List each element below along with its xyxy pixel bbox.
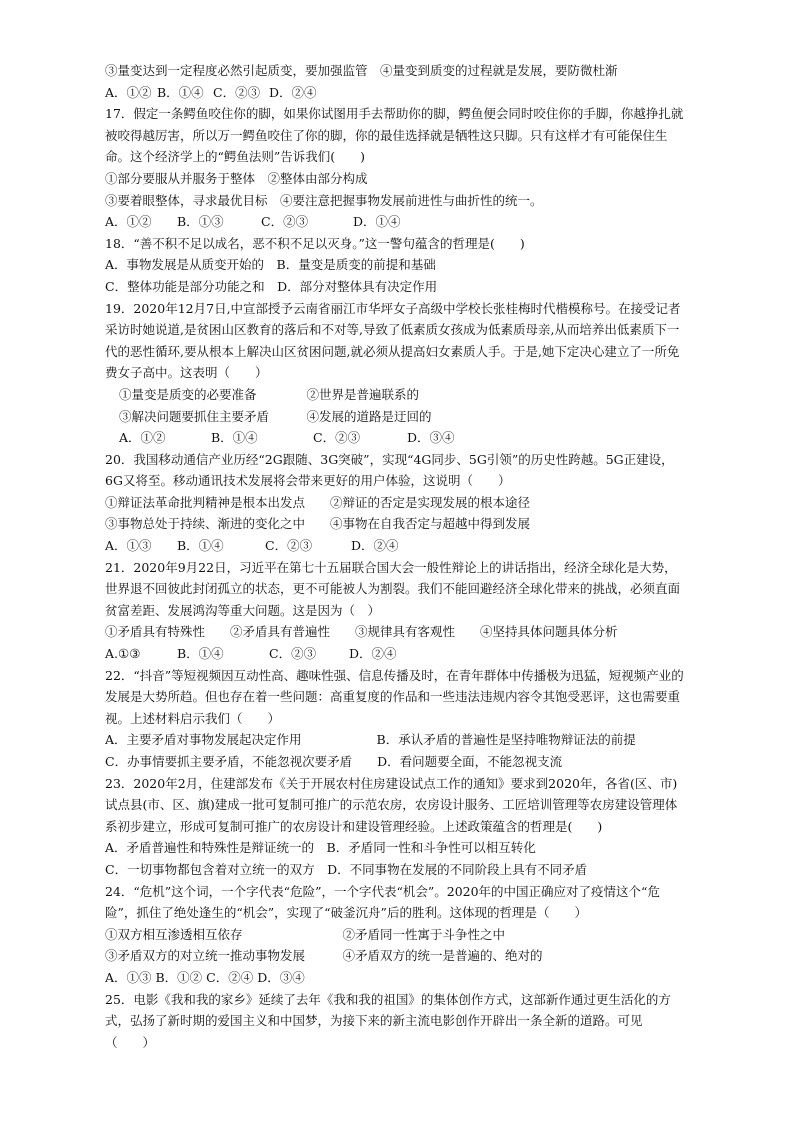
- choice: B．①④: [211, 430, 258, 446]
- q19-stem: 19．2020年12月7日,中宣部授予云南省丽江市华坪女子高级中学校长张桂梅时代楷模称号。在接受记者采访时她说道,是贫困山区教育的落后和不对等,导致了低素质女孩成为低素质母亲,从而培养出低素质下一代的恶性循环,要从根本上解决山区贫困问题,就必须从提高妇女素质人手。于是,她下定决心建立了一所免费女子高中。这表明（ ）: [105, 300, 681, 381]
- q24-option-line: ③矛盾双方的对立统一推动事物发展 ④矛盾双方的统一是普遍的、绝对的: [105, 948, 543, 964]
- choice: C．②③: [261, 214, 309, 230]
- q19-option-line: ③解决问题要抓住主要矛盾 ④发展的道路是迂回的: [119, 408, 432, 424]
- q21-choices: [105, 643, 684, 665]
- q25-stem: 25．电影《我和我的家乡》延续了去年《我和我的祖国》的集体创作方式，这部新作通过更生活化的方式，弘扬了新时期的爱国主义和中国梦，为接下来的新主流电影创作开辟出一条全新的道路。可见（ ）: [105, 991, 671, 1050]
- q19-option-line: ①量变是质变的必要准备 ②世界是普遍联系的: [119, 386, 420, 402]
- choice: A.①③: [105, 646, 141, 662]
- choice: C．②③: [269, 646, 317, 662]
- choice: A．①②: [105, 214, 152, 230]
- q17-choices: [105, 211, 684, 233]
- q24-choices: A．①③ B．①② C．②④ D．③④: [105, 969, 305, 985]
- q23-option-line: A．矛盾普遍性和特殊性是辩证统一的 B．矛盾同一性和斗争性可以相互转化: [105, 840, 536, 856]
- choice: A．①②: [105, 84, 152, 100]
- q22-option-line: C．办事情要抓主要矛盾，不能忽视次要矛盾 D．看问题要全面，不能忽视支流: [105, 754, 563, 769]
- q22-stem: 22．“抖音”等短视频因互动性高、趣味性强、信息传播及时，在青年群体中传播极为迅猛，短视频产业的发展是大势所趋。但也存在着一些问题：高重复度的作品和一些违法违规内容令其饱受恶评，这也需要重视。上述材料启示我们（ ）: [105, 667, 684, 726]
- choice: D．②④: [349, 646, 397, 662]
- q18-stem: 18．“善不积不足以成名，恶不积不足以灭身。”这一警句蕴含的哲理是( ): [105, 235, 525, 251]
- q20-stem: 20．我国移动通信产业历经“2G跟随、3G突破”，实现“4G同步、5G引领”的历史性跨越。5G正建设，6G又将至。移动通讯技术发展将会带来更好的用户体验，这说明（ ）: [105, 451, 674, 489]
- choice: B．①③: [177, 214, 224, 230]
- q18-option-line: C．整体功能是部分功能之和 D．部分对整体具有决定作用: [105, 278, 438, 294]
- choice: B．①④: [177, 646, 224, 662]
- q19-choices: [105, 427, 684, 449]
- choice: B．①④: [157, 84, 204, 100]
- q21-stem: 21．2020年9月22日，习近平在第七十五届联合国大会一般性辩论上的讲话指出，经济全球化是大势，世界退不回彼此封闭孤立的状态，更不可能被人为割裂。我们不能回避经济全球化带来的挑战，必须直面贫富差距、发展鸿沟等重大问题。这是因为（ ）: [105, 559, 681, 618]
- choice: C．②③: [313, 430, 361, 446]
- q20-choices: [105, 535, 684, 557]
- choice: A．①②: [119, 430, 166, 446]
- q20-option-line: ①辩证法革命批判精神是根本出发点 ②辩证的否定是实现发展的根本途径: [105, 494, 531, 510]
- q17-option-line: ①部分要服从并服务于整体 ②整体由部分构成: [105, 170, 368, 186]
- q17-stem: 17．假定一条鳄鱼咬住你的脚，如果你试图用手去帮助你的脚，鳄鱼便会同时咬住你的手脚，你越挣扎就被咬得越厉害，所以万一鳄鱼咬住了你的脚，你的最佳选择就是牺牲这只脚。只有这样才有可能保住生命。这个经济学上的“鳄鱼法则”告诉我们( ): [105, 106, 684, 165]
- q24-stem: 24．“危机”这个词，一个字代表“危险”，一个字代表“机会”。2020年的中国正确应对了疫情这个“危险”，抓住了绝处逢生的“机会”，实现了“破釜沉舟”后的胜利。这体现的哲理是（ ）: [105, 883, 660, 921]
- choice: A．①③: [105, 538, 152, 554]
- q18-option-line: A．事物发展是从质变开始的 B．量变是质变的前提和基础: [105, 257, 436, 273]
- q23-option-line: C．一切事物都包含着对立统一的双方 D．不同事物在发展的不同阶段上具有不同矛盾: [105, 861, 588, 877]
- choice: C．②③: [213, 84, 261, 100]
- q20-option-line: ③事物总处于持续、渐进的变化之中 ④事物在自我否定与超越中得到发展: [105, 516, 531, 532]
- choice: B．①④: [177, 538, 224, 554]
- choice: D．③④: [407, 430, 455, 446]
- choice: D．①④: [353, 214, 401, 230]
- q17-option-line: ③要着眼整体，寻求最优目标 ④要注意把握事物发展前进性与曲折性的统一。: [105, 192, 543, 208]
- q21-option-line: ①矛盾具有特殊性 ②矛盾具有普遍性 ③规律具有客观性 ④坚持具体问题具体分析: [105, 624, 618, 640]
- q22-option-line: A．主要矛盾对事物发展起决定作用 B．承认矛盾的普遍性是坚持唯物辩证法的前提: [105, 732, 636, 748]
- q16-options: ③量变达到一定程度必然引起质变，要加强监管 ④量变到质变的过程就是发展，要防微杜渐: [105, 63, 618, 78]
- q24-option-line: ①双方相互渗透相互依存 ②矛盾同一性寓于斗争性之中: [105, 926, 506, 942]
- choice: C．②③: [265, 538, 313, 554]
- choice: D．②④: [269, 84, 317, 100]
- q16-choices: [105, 82, 684, 104]
- q23-stem: 23．2020年2月，住建部发布《关于开展农村住房建设试点工作的通知》要求到2020年，各省(区、市)试点县(市、区、旗)建成一批可复制可推广的示范农房，农房设计服务、工匠培训管理等农房建设管理体系初步建立，形成可复制可推广的农房设计和建设管理经验。上述政策蕴含的哲理是( ): [105, 775, 678, 834]
- choice: D．②④: [351, 538, 399, 554]
